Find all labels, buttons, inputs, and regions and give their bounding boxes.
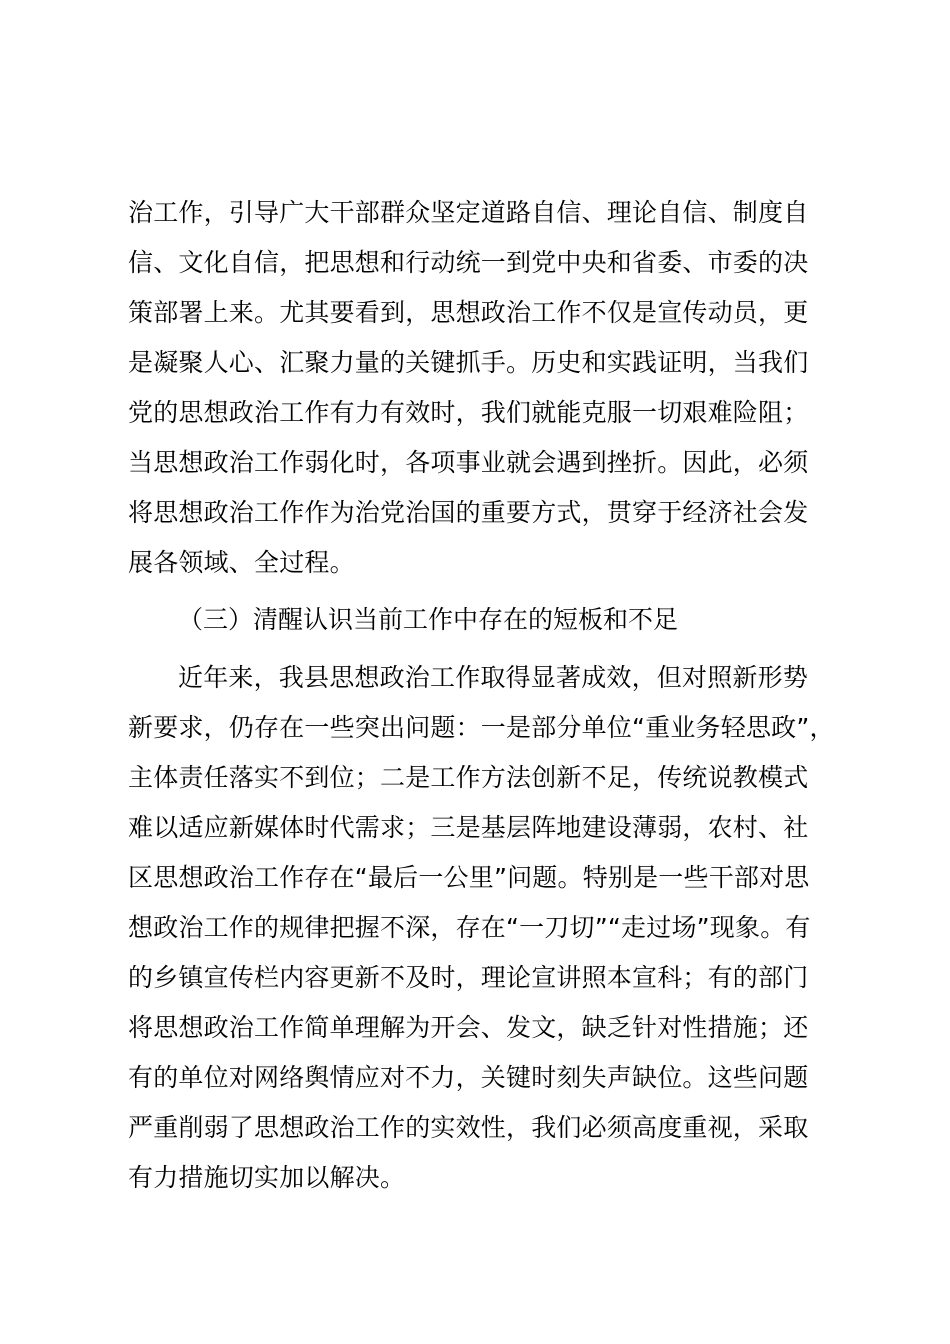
paragraph-1-line-7: 将思想政治工作作为治党治国的重要方式，贯穿于经济社会发 <box>128 498 809 527</box>
paragraph-1-line-6: 当思想政治工作弱化时，各项事业就会遇到挫折。因此，必须 <box>128 448 809 477</box>
paragraph-2-line-6: 想政治工作的规律把握不深，存在“一刀切”“走过场”现象。有 <box>128 913 811 942</box>
paragraph-2-line-2: 新要求，仍存在一些突出问题：一是部分单位“重业务轻思政”， <box>128 713 835 742</box>
section-heading: （三）清醒认识当前工作中存在的短板和不足 <box>178 605 679 634</box>
paragraph-2-line-10: 严重削弱了思想政治工作的实效性，我们必须高度重视，采取 <box>128 1113 809 1142</box>
paragraph-2-line-1: 近年来，我县思想政治工作取得显著成效，但对照新形势 <box>178 663 809 692</box>
paragraph-2-line-11: 有力措施切实加以解决。 <box>128 1163 406 1192</box>
paragraph-2-line-5: 区思想政治工作存在“最后一公里”问题。特别是一些干部对思 <box>128 863 810 892</box>
paragraph-1-line-3: 策部署上来。尤其要看到，思想政治工作不仅是宣传动员，更 <box>128 298 809 327</box>
paragraph-2-line-8: 将思想政治工作简单理解为开会、发文，缺乏针对性措施；还 <box>128 1013 809 1042</box>
paragraph-2-line-3: 主体责任落实不到位；二是工作方法创新不足，传统说教模式 <box>128 763 809 792</box>
paragraph-1-line-5: 党的思想政治工作有力有效时，我们就能克服一切艰难险阻； <box>128 398 809 427</box>
paragraph-2-line-4: 难以适应新媒体时代需求；三是基层阵地建设薄弱，农村、社 <box>128 813 809 842</box>
paragraph-1-line-8: 展各领域、全过程。 <box>128 548 355 577</box>
paragraph-2-line-7: 的乡镇宣传栏内容更新不及时，理论宣讲照本宣科；有的部门 <box>128 963 809 992</box>
paragraph-1-line-2: 信、文化自信，把思想和行动统一到党中央和省委、市委的决 <box>128 248 809 277</box>
paragraph-1-line-1: 治工作，引导广大干部群众坚定道路自信、理论自信、制度自 <box>128 198 809 227</box>
paragraph-2-line-9: 有的单位对网络舆情应对不力，关键时刻失声缺位。这些问题 <box>128 1063 809 1092</box>
paragraph-1-line-4: 是凝聚人心、汇聚力量的关键抓手。历史和实践证明，当我们 <box>128 348 809 377</box>
